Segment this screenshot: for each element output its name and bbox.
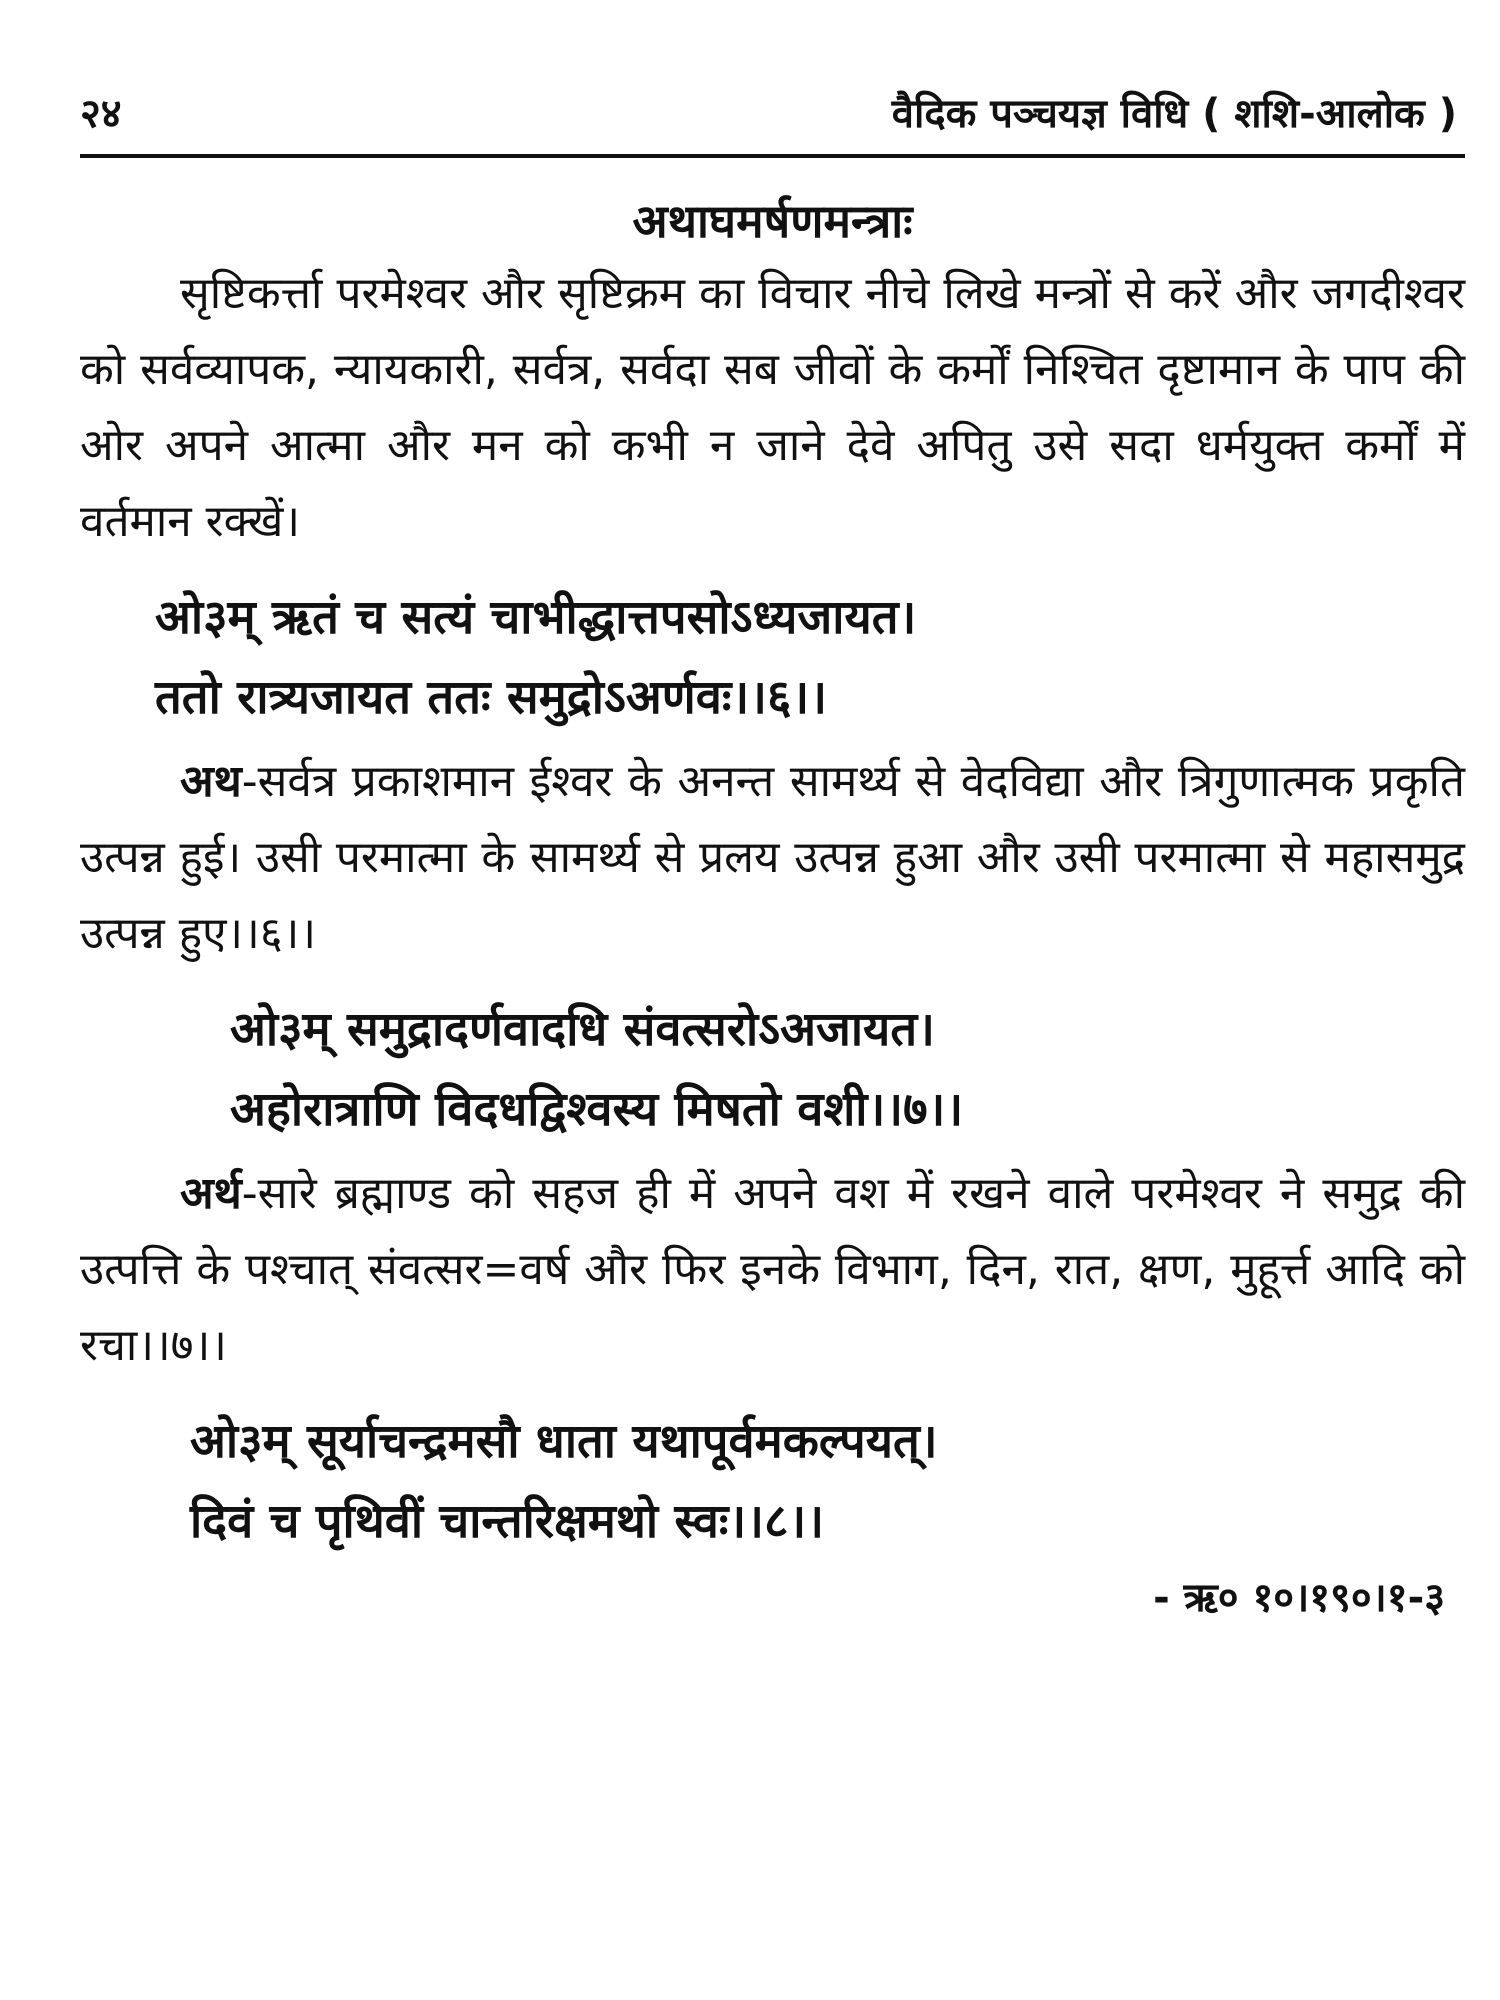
- running-title: वैदिक पञ्चयज्ञ विधि ( शशि-आलोक ): [891, 91, 1457, 137]
- mantra-7: [230, 990, 1465, 1150]
- meaning-7-text: -सारे ब्रह्माण्ड को सहज ही में अपने वश में रखने वाले परमेश्वर ने समुद्र की उत्पत्ति के पश्चात् संवत्सर=वर्ष और फिर इनके विभाग, दिन, रात, क्षण, मुहूर्त्त आदि को रचा।।७।।: [80, 1168, 1465, 1371]
- scripture-reference: - ऋ० १०।१९०।१-३: [1153, 1575, 1445, 1621]
- meaning-7-label: अर्थ: [180, 1168, 242, 1219]
- meaning-6-paragraph: [80, 744, 1465, 972]
- meaning-6-text: -सर्वत्र प्रकाशमान ईश्वर के अनन्त सामर्थ्य से वेदविद्या और त्रिगुणात्मक प्रकृति उत्पन्न हुई। उसी परमात्मा के सामर्थ्य से प्रलय उत्पन्न हुआ और उसी परमात्मा से महासमुद्र उत्पन्न हुए।।६।।: [80, 756, 1465, 959]
- page-header: [80, 70, 1465, 154]
- meaning-6-label: अथ: [180, 756, 242, 807]
- book-page: [80, 70, 1465, 1950]
- meaning-7-paragraph: [80, 1156, 1465, 1384]
- mantra-6-line-2: ततो रात्र्यजायत ततः समुद्रोऽअर्णवः।।६।।: [155, 670, 828, 725]
- section-heading: अथाघमर्षणमन्त्राः: [632, 194, 913, 248]
- page-number: २४: [80, 91, 122, 137]
- mantra-6-line-1: ओ३म् ऋतं च सत्यं चाभीद्धात्तपसोऽध्यजायत।: [155, 590, 917, 645]
- mantra-8-line-2: दिवं च पृथिवीं चान्तरिक्षमथो स्वः।।८।।: [190, 1494, 825, 1549]
- intro-paragraph: सृष्टिकर्त्ता परमेश्वर और सृष्टिक्रम का विचार नीचे लिखे मन्त्रों से करें और जगदीश्वर को सर्वव्यापक, न्यायकारी, सर्वत्र, सर्वदा सब जीवों के कर्मों निश्चित दृष्टामान के पाप की ओर अपने आत्मा और मन को कभी न जाने देवे अपितु उसे सदा धर्मयुक्त कर्मों में वर्तमान रक्खें।: [80, 268, 1465, 547]
- mantra-8-line-1: ओ३म् सूर्याचन्द्रमसौ धाता यथापूर्वमकल्पयत्।: [190, 1414, 938, 1469]
- mantra-7-line-1: ओ३म् समुद्रादर्णवादधि संवत्सरोऽअजायत।: [230, 1002, 935, 1057]
- mantra-7-line-2: अहोरात्राणि विदधद्विश्वस्य मिषतो वशी।।७।।: [230, 1082, 964, 1137]
- mantra-6: [155, 578, 1465, 738]
- header-rule: [80, 154, 1465, 158]
- mantra-8: [190, 1402, 1465, 1562]
